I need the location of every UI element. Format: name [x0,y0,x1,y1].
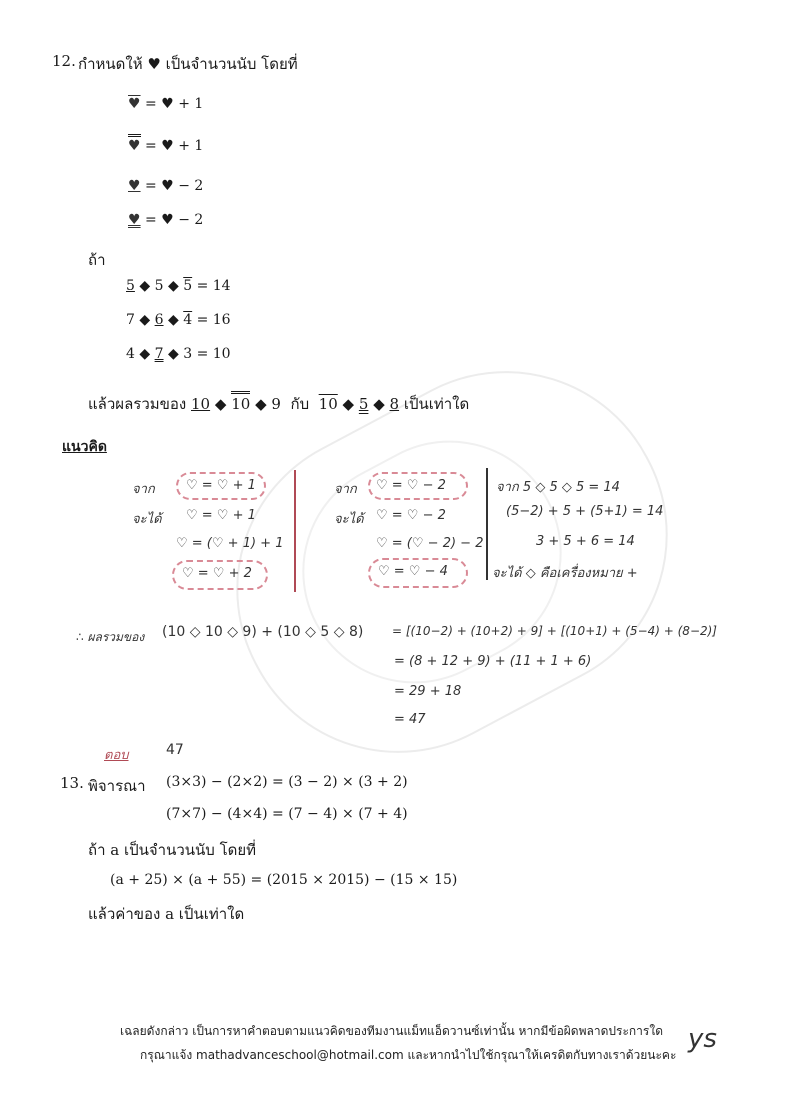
sum-step-1: = [(10−2) + (10+2) + 9] + [(10+1) + (5−4) + (8−2)] [392,624,717,638]
col2-l1-label: จาก [334,482,357,497]
diamond-icon: ◆ [373,395,385,413]
def-3 [128,178,203,194]
col2-l3-eq: ♡ = (♡ − 2) − 2 [376,536,484,551]
cond-3-a: 4 [126,346,135,362]
col3-l4: จะได้ ◇ คือเครื่องหมาย + [492,566,638,581]
col2-l2-eq: ♡ = ♡ − 2 [376,508,446,523]
q13-number: 13. [60,774,84,792]
signature: ys [688,1024,717,1054]
q13-question: แล้วค่าของ a เป็นเท่าใด [88,905,245,923]
col2-l1-eq: ♡ = ♡ − 2 [376,478,446,493]
col1-l2-eq: ♡ = ♡ + 1 [186,508,256,523]
q12-t2c: 8 [389,395,400,413]
footer-line-1: เฉลยดังกล่าว เป็นการหาคำตอบตามแนวคิดของทีมงานแม็ทแอ็ดวานซ์เท่านั้น หากมีข้อผิดพลาดประการใด [120,1024,663,1038]
q13-equation: (a + 25) × (a + 55) = (2015 × 2015) − (15 × 15) [110,872,458,888]
col1-l3-eq: ♡ = (♡ + 1) + 1 [176,536,284,551]
col3-l1: จาก 5 ◇ 5 ◇ 5 = 14 [496,480,620,495]
cond-2-b: 6 [154,312,164,328]
q13-example-2: (7×7) − (4×4) = (7 − 4) × (7 + 4) [166,806,408,822]
sum-step-3: = 29 + 18 [394,684,462,699]
cond-1-result: = 14 [196,278,231,294]
q13-if-line: ถ้า a เป็นจำนวนนับ โดยที่ [88,841,257,859]
cond-2-a: 7 [126,312,135,328]
cond-2 [126,312,231,328]
diamond-icon: ◆ [167,278,179,294]
col2-l4-eq: ♡ = ♡ − 4 [378,564,448,579]
cond-1-c: 5 [183,278,193,294]
q12-question-pre: แล้วผลรวมของ [88,395,187,413]
cond-1-a: 5 [126,278,135,294]
q12-prompt: กำหนดให้ ♥ เป็นจำนวนนับ โดยที่ [78,55,298,73]
q12-number: 12. [52,52,76,70]
cond-1 [126,278,231,294]
col1-l1-label: จาก [132,482,155,497]
q12-question-mid: กับ [290,395,310,413]
col1-l1-eq: ♡ = ♡ + 1 [186,478,256,493]
cond-1-b: 5 [154,278,164,294]
diamond-icon: ◆ [139,312,151,328]
q12-t1a: 10 [191,395,211,413]
cond-3 [126,346,231,362]
cond-3-b: 7 [154,346,164,362]
diamond-icon: ◆ [139,278,151,294]
diamond-icon: ◆ [255,395,267,413]
def-1-rhs: = ♥ + 1 [145,96,204,112]
sum-label: ∴ ผลรวมของ [76,630,145,644]
diamond-icon: ◆ [167,312,179,328]
column-divider [486,468,488,580]
heart-double-underline-icon: ♥ [128,212,141,228]
heart-overline-icon: ♥ [128,96,141,112]
def-2-rhs: = ♥ + 1 [145,138,204,154]
col3-l2: (5−2) + 5 + (5+1) = 14 [506,504,664,519]
column-divider [294,470,296,592]
q12-t2a: 10 [318,395,338,413]
q12-t1b: 10 [231,391,250,413]
q13-consider: พิจารณา [88,777,146,795]
q12-t2b: 5 [358,395,369,413]
col3-l3: 3 + 5 + 6 = 14 [536,534,635,549]
q13-example-1: (3×3) − (2×2) = (3 − 2) × (3 + 2) [166,774,408,790]
diamond-icon: ◆ [139,346,151,362]
answer-label: ตอบ [104,748,129,763]
heart-double-overline-icon: ♥ [128,134,141,154]
q12-question-post: เป็นเท่าใด [403,395,470,413]
cond-2-result: = 16 [196,312,231,328]
diamond-icon: ◆ [214,395,227,413]
col1-l4-eq: ♡ = ♡ + 2 [182,566,252,581]
sum-expression: (10 ◇ 10 ◇ 9) + (10 ◇ 5 ◇ 8) [162,624,364,640]
cond-3-result: = 10 [196,346,231,362]
diamond-icon: ◆ [167,346,179,362]
solution-heading: แนวคิด [62,439,107,455]
answer-value: 47 [166,742,184,758]
q12-t1c: 9 [271,395,281,413]
footer-line-2: กรุณาแจ้ง mathadvanceschool@hotmail.com และหากนำไปใช้กรุณาให้เครดิตกับทางเราด้วยนะคะ [140,1048,677,1062]
col1-l2-label: จะได้ [132,512,162,527]
sum-step-2: = (8 + 12 + 9) + (11 + 1 + 6) [394,654,592,669]
cond-3-c: 3 [183,346,193,362]
diamond-icon: ◆ [342,395,355,413]
def-4-rhs: = ♥ − 2 [145,212,204,228]
heart-underline-icon: ♥ [128,178,141,194]
def-4 [128,212,203,228]
def-3-rhs: = ♥ − 2 [145,178,204,194]
def-2 [128,138,203,154]
if-label: ถ้า [88,251,106,269]
cond-2-c: 4 [183,312,193,328]
sum-step-4: = 47 [394,712,426,727]
col2-l2-label: จะได้ [334,512,364,527]
q12-question [88,392,469,416]
def-1 [128,96,203,112]
